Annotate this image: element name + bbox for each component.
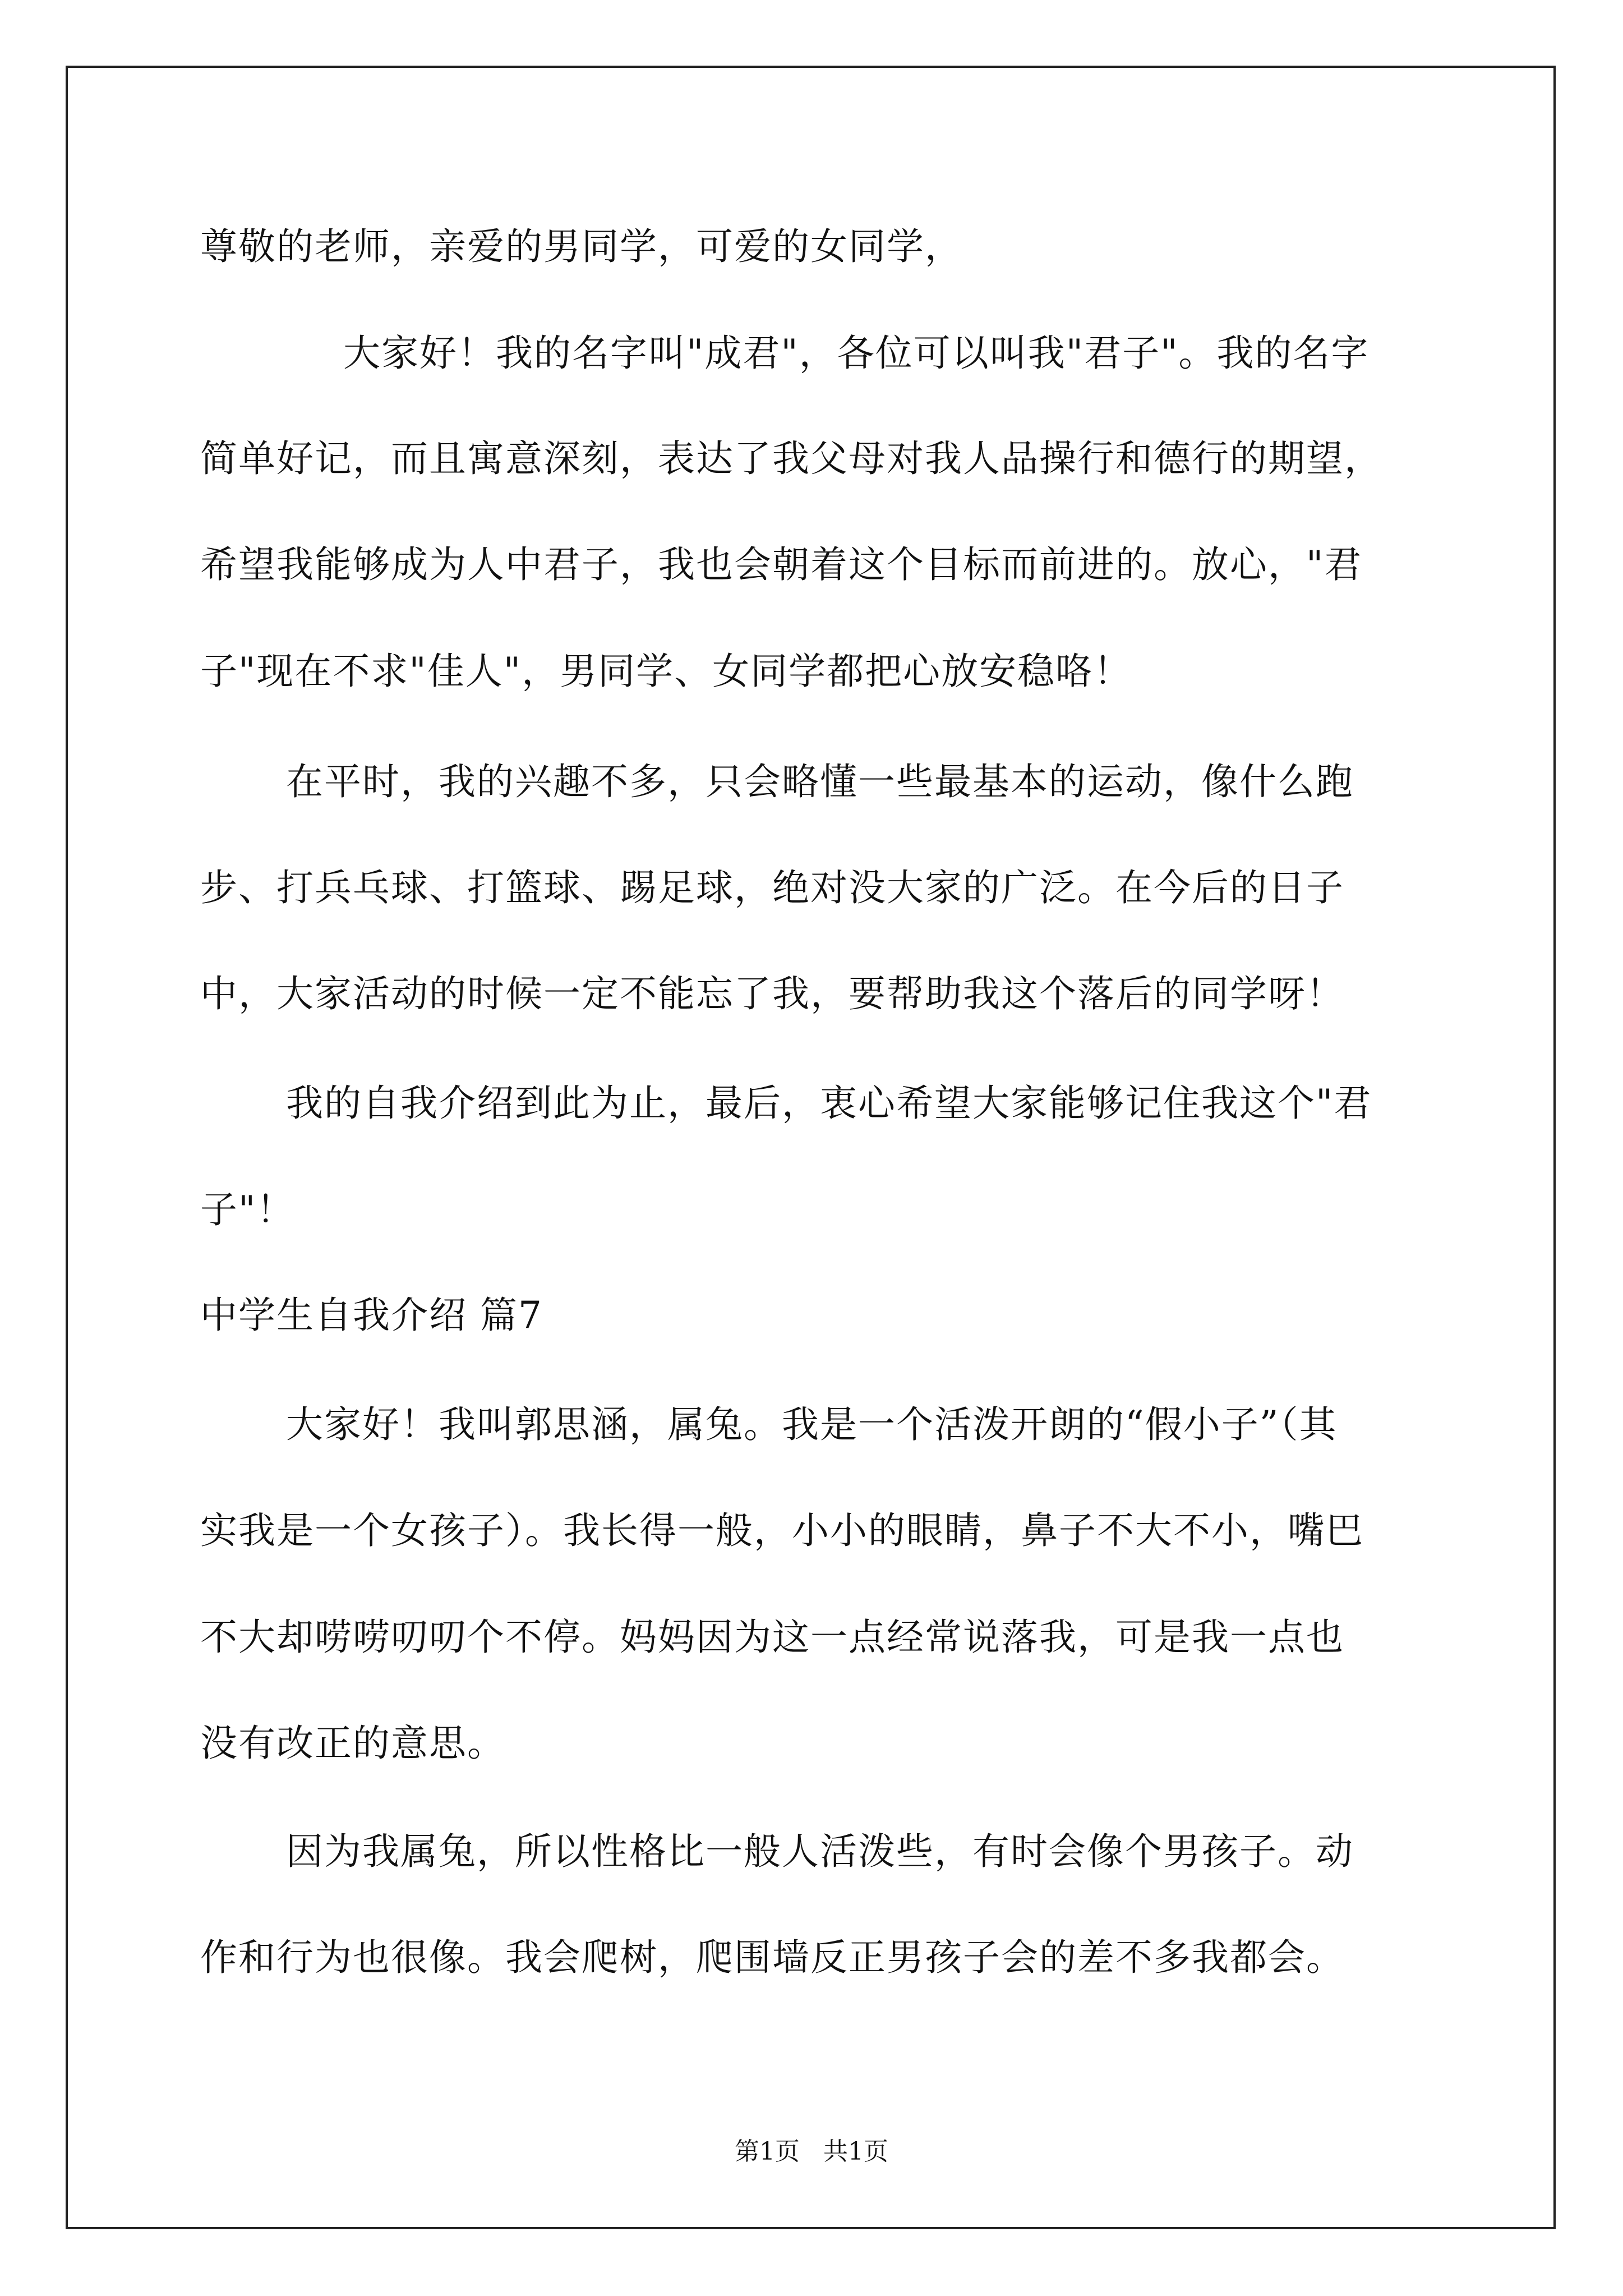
- salutation-line: 尊敬的老师，亲爱的男同学，可爱的女同学，: [200, 225, 963, 268]
- page-footer: [0, 2135, 1623, 2169]
- paragraph-line: 实我是一个女孩子）。我长得一般，小小的眼睛，鼻子不大不小，嘴巴: [200, 1509, 1364, 1552]
- page-total: 共1页: [823, 2137, 888, 2166]
- paragraph-line: 子"现在不求"佳人"，男同学、女同学都把心放安稳咯！: [200, 650, 1132, 693]
- paragraph-line: 步、打兵乓球、打篮球、踢足球，绝对没大家的广泛。在今后的日子: [200, 866, 1344, 909]
- paragraph-line: 在平时，我的兴趣不多，只会略懂一些最基本的运动，像什么跑: [286, 760, 1354, 803]
- paragraph-line: 大家好！我叫郭思涵，属兔。我是一个活泼开朗的“假小子”（其: [286, 1403, 1338, 1446]
- paragraph-line: 不大却唠唠叨叨个不停。妈妈因为这一点经常说落我，可是我一点也: [200, 1616, 1344, 1659]
- paragraph-line: 希望我能够成为人中君子，我也会朝着这个目标而前进的。放心，"君: [200, 543, 1363, 586]
- section-heading: 中学生自我介绍 篇7: [200, 1294, 543, 1337]
- page-number: 第1页: [735, 2137, 800, 2166]
- paragraph-line: 我的自我介绍到此为止，最后，衷心希望大家能够记住我这个"君: [286, 1082, 1372, 1125]
- paragraph-line: 大家好！我的名字叫"成君"，各位可以叫我"君子"。我的名字: [343, 332, 1370, 375]
- paragraph-line: 子"！: [200, 1188, 295, 1231]
- page-border: [66, 66, 1556, 2229]
- paragraph-line: 没有改正的意思。: [200, 1722, 505, 1765]
- paragraph-line: 因为我属兔，所以性格比一般人活泼些，有时会像个男孩子。动: [286, 1830, 1354, 1873]
- paragraph-line: 作和行为也很像。我会爬树，爬围墙反正男孩子会的差不多我都会。: [200, 1936, 1344, 1979]
- paragraph-line: 中，大家活动的时候一定不能忘了我，要帮助我这个落后的同学呀！: [200, 972, 1344, 1015]
- paragraph-line: 简单好记，而且寓意深刻，表达了我父母对我人品操行和德行的期望，: [200, 437, 1382, 480]
